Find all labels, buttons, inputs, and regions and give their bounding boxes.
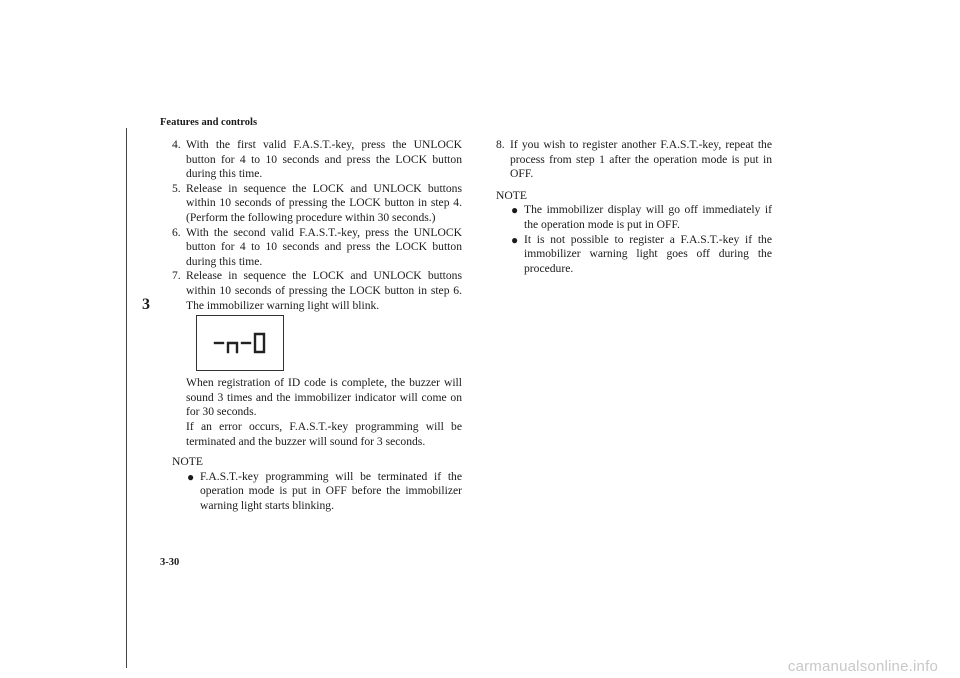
chapter-tab-number: 3 bbox=[142, 296, 150, 313]
note-label: NOTE bbox=[496, 188, 527, 202]
step-text: With the second valid F.A.S.T.-key, press the UNLOCK button for 4 to 10 seconds and press the LOCK button during this time. bbox=[186, 225, 462, 268]
step-number: 7. bbox=[172, 269, 181, 283]
immobilizer-display-n0-icon bbox=[196, 315, 284, 371]
right-column bbox=[496, 138, 772, 276]
step-6 bbox=[172, 226, 462, 270]
note-item bbox=[186, 470, 462, 514]
bullet-icon: ● bbox=[511, 232, 519, 247]
procedure-steps bbox=[172, 138, 462, 449]
step-number: 4. bbox=[172, 138, 181, 151]
procedure-steps bbox=[496, 138, 772, 182]
section-title: Features and controls bbox=[160, 117, 258, 128]
step-text: If you wish to register another F.A.S.T.-key, repeat the process from step 1 after the operation mode is put in OFF. bbox=[510, 138, 772, 181]
step-text: Release in sequence the LOCK and UNLOCK buttons within 10 seconds of pressing the LOCK button in step 4. (Perform the following procedure within 30 seconds.) bbox=[186, 181, 462, 224]
watermark: carmanualsonline.info bbox=[787, 658, 938, 676]
note-item bbox=[510, 233, 772, 277]
immobilizer-display-n0-glyph bbox=[212, 330, 268, 356]
right-note bbox=[496, 189, 772, 277]
note-text: It is not possible to register a F.A.S.T.-key if the immobilizer warning light goes off during the procedure. bbox=[524, 232, 772, 275]
step-text: With the first valid F.A.S.T.-key, press the UNLOCK button for 4 to 10 seconds and press the LOCK button during this time. bbox=[186, 138, 462, 181]
step-number: 6. bbox=[172, 225, 181, 239]
step-7 bbox=[172, 269, 462, 449]
step-7-error-text: If an error occurs, F.A.S.T.-key programming will be terminated and the buzzer will sound for 3 seconds. bbox=[186, 419, 462, 448]
note-item bbox=[510, 203, 772, 232]
bullet-icon: ● bbox=[511, 203, 519, 218]
step-5 bbox=[172, 182, 462, 226]
step-number: 5. bbox=[172, 181, 181, 195]
note-text: The immobilizer display will go off immediately if the operation mode is put in OFF. bbox=[524, 203, 772, 231]
step-4 bbox=[172, 138, 462, 182]
step-8 bbox=[496, 138, 772, 182]
left-column bbox=[172, 138, 462, 513]
note-text: F.A.S.T.-key programming will be terminated if the operation mode is put in OFF before the immobilizer warning light starts blinking. bbox=[200, 469, 462, 512]
left-note bbox=[172, 455, 462, 513]
note-label: NOTE bbox=[172, 455, 203, 469]
page-number: 3-30 bbox=[160, 557, 180, 568]
note-list bbox=[186, 470, 462, 514]
chapter-tab-divider bbox=[126, 128, 127, 668]
step-text: Release in sequence the LOCK and UNLOCK buttons within 10 seconds of pressing the LOCK button in step 6. The immobilizer warning light will blink. bbox=[186, 269, 462, 312]
bullet-icon: ● bbox=[187, 469, 195, 484]
step-number: 8. bbox=[496, 138, 505, 151]
step-7-result-text: When registration of ID code is complete, the buzzer will sound 3 times and the immobilizer indicator will come on for 30 seconds. bbox=[186, 376, 462, 419]
note-list bbox=[510, 203, 772, 276]
